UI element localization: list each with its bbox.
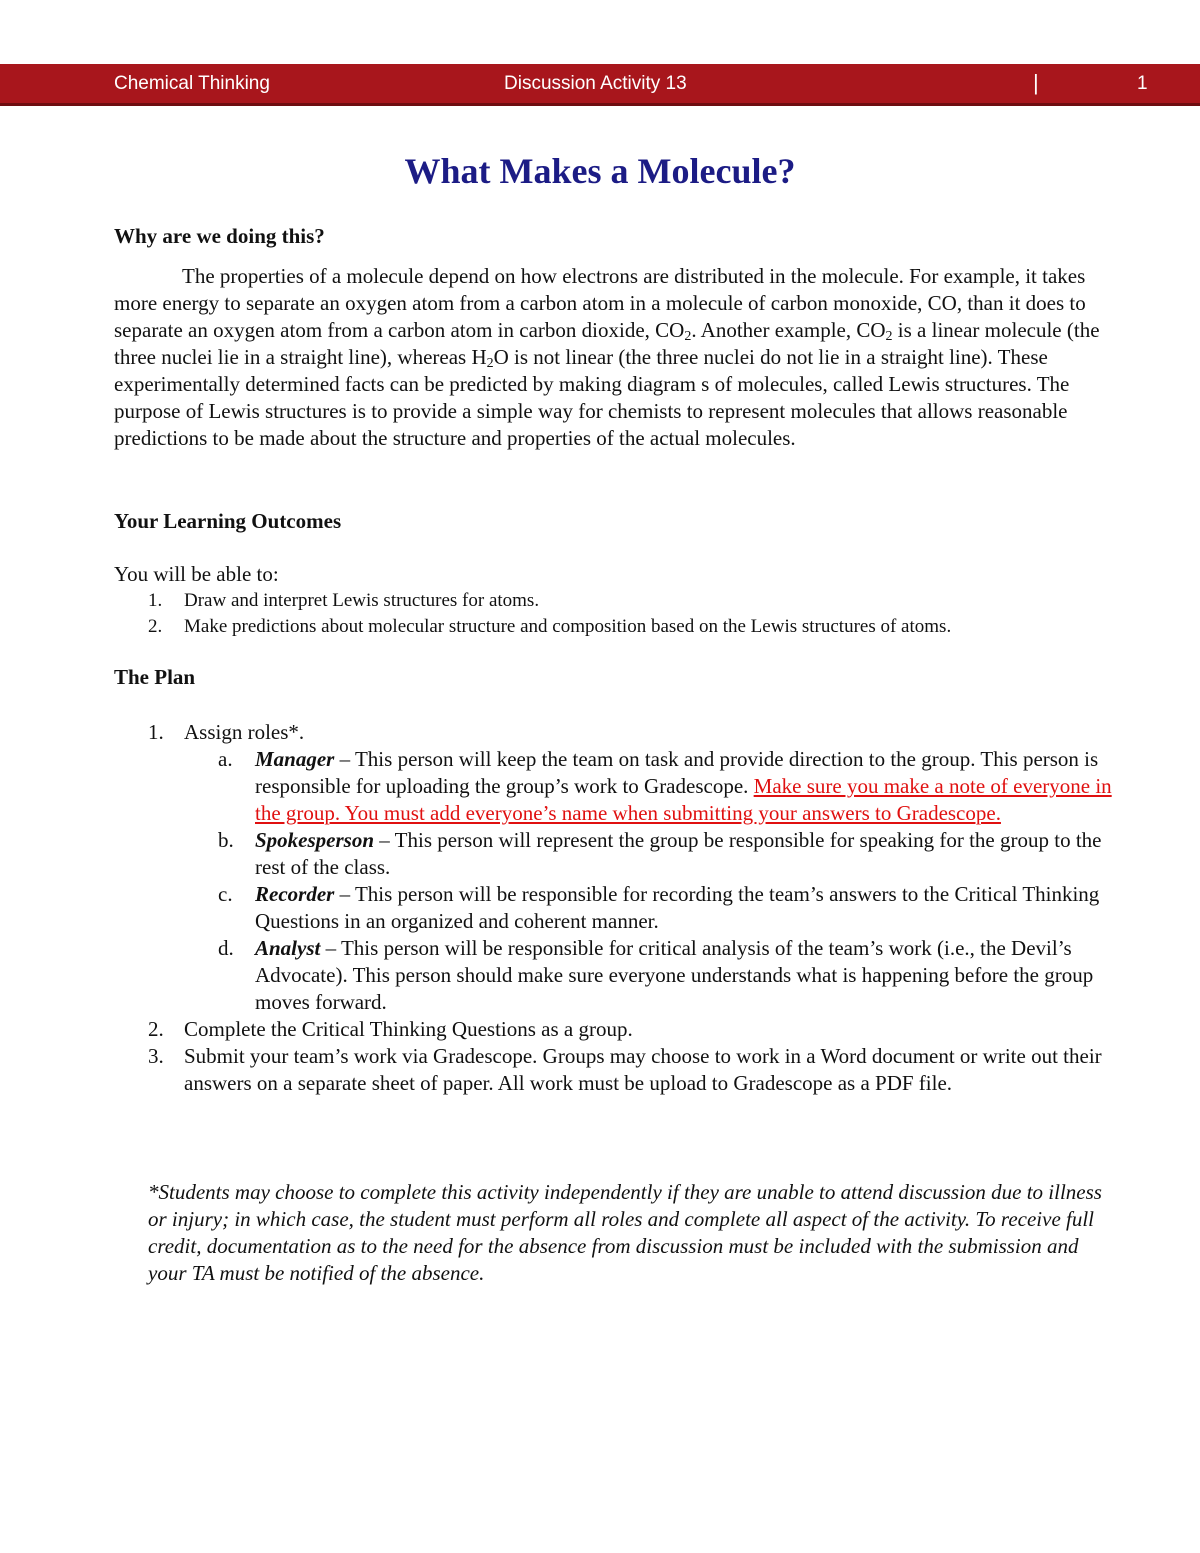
list-item: 1. Draw and interpret Lewis structures for atoms.	[148, 590, 540, 611]
footnote: *Students may choose to complete this activity independently if they are unable to attend discussion due to illness or injury; in which case, the student must perform all roles and complete all aspect of the activity. To receive full credit, documentation as to the need for the absence from discussion must be included with the submission and your TA must be notified of the absence.	[148, 1180, 1102, 1285]
header-separator: |	[1033, 70, 1039, 95]
outcomes-heading: Your Learning Outcomes	[114, 509, 342, 533]
outcomes-intro: You will be able to:	[114, 562, 279, 586]
why-paragraph: The properties of a molecule depend on how electrons are distributed in the molecule. For example, it takes more energy to separate an oxygen atom from a carbon atom in a molecule of carbon monoxide, CO, than it does to separate an oxygen atom from a carbon atom in carbon dioxide, $CO_2$. Another example, $CO_2$ is a linear molecule (the three nuclei lie in a straight line), whereas $H_2O$ is not linear (the three nuclei do not lie in a straight line). These experimentally determined facts can be predicted by making diagram s of molecules, called Lewis structures. The purpose of Lewis structures is to provide a simple way for chemists to represent molecules that allows reasonable predictions to be made about the structure and properties of the actual molecules.	[114, 264, 1100, 450]
header-course: Chemical Thinking	[114, 73, 270, 94]
role-recorder: c. Recorder – This person will be responsible for recording the team’s answers to the Critical Thinking Questions in an organized and coherent manner.	[218, 882, 1100, 933]
plan-list	[114, 719, 1114, 1097]
page-number: 1	[1137, 73, 1148, 94]
role-analyst: d. Analyst – This person will be responsible for critical analysis of the team’s work (i.e., the Devil’s Advocate). This person should make sure everyone understands what is happening before the group moves forward.	[218, 936, 1094, 1014]
role-spokesperson: b. Spokesperson – This person will represent the group be responsible for speaking for the group to the rest of the class.	[218, 828, 1102, 879]
page-title: What Makes a Molecule?	[404, 151, 796, 191]
list-item: 1. Assign roles*.	[148, 720, 305, 744]
page-header	[0, 64, 1200, 106]
role-manager: a. Manager – This person will keep the team on task and provide direction to the group. This person is responsible for uploading the group’s work to Gradescope. Make sure you make a note of everyone in the group. You must add everyone’s name when submitting your answers to Gradescope.	[218, 747, 1112, 825]
list-item: 3. Submit your team’s work via Gradescope. Groups may choose to work in a Word document or write out their answers on a separate sheet of paper. All work must be upload to Gradescope as a PDF file.	[148, 1044, 1102, 1095]
header-activity: Discussion Activity 13	[504, 73, 687, 94]
outcomes-list	[114, 588, 1114, 640]
list-item: 2. Make predictions about molecular structure and composition based on the Lewis structures of atoms.	[148, 616, 952, 637]
list-item: 2. Complete the Critical Thinking Questions as a group.	[148, 1017, 633, 1041]
why-heading: Why are we doing this?	[114, 224, 325, 248]
submission-note: Make sure you make a note of everyone in the group. You must add everyone’s name when submitting your answers to Gradescope.	[255, 774, 1112, 825]
plan-heading: The Plan	[114, 665, 196, 689]
